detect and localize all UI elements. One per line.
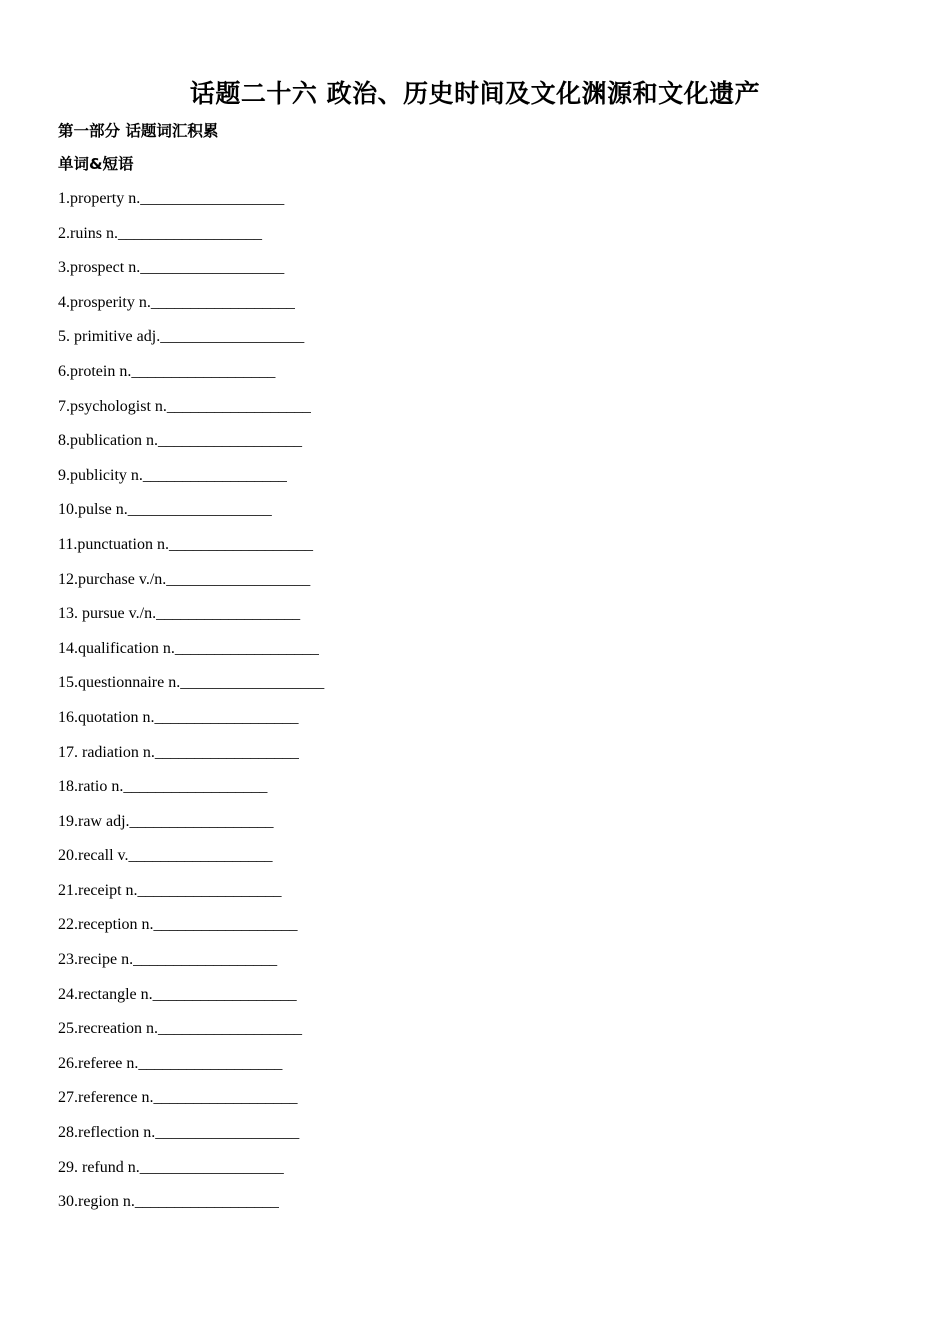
answer-blank[interactable]: __________________ bbox=[157, 1020, 302, 1038]
answer-blank[interactable]: __________________ bbox=[154, 708, 299, 726]
vocab-word: 17. radiation n. bbox=[58, 743, 155, 761]
answer-blank[interactable]: __________________ bbox=[156, 605, 301, 623]
vocab-word: 12.purchase v./n. bbox=[58, 570, 167, 588]
vocab-item bbox=[58, 1051, 758, 1086]
vocab-word: 27.reference n. bbox=[58, 1089, 154, 1107]
vocab-word: 3.prospect n. bbox=[58, 259, 141, 277]
answer-blank[interactable]: __________________ bbox=[127, 501, 272, 519]
answer-blank[interactable]: __________________ bbox=[140, 259, 285, 277]
vocab-word: 24.rectangle n. bbox=[58, 985, 153, 1003]
vocab-word: 13. pursue v./n. bbox=[58, 605, 157, 623]
vocab-word: 22.reception n. bbox=[58, 916, 154, 934]
answer-blank[interactable]: __________________ bbox=[152, 985, 297, 1003]
vocab-word: 29. refund n. bbox=[58, 1158, 140, 1176]
vocab-item bbox=[58, 463, 758, 498]
vocab-word: 9.publicity n. bbox=[58, 466, 143, 484]
vocab-word: 21.receipt n. bbox=[58, 881, 138, 899]
vocab-item bbox=[58, 912, 758, 947]
vocab-item bbox=[58, 809, 758, 844]
vocab-item bbox=[58, 497, 758, 532]
answer-blank[interactable]: __________________ bbox=[153, 916, 298, 934]
vocab-item bbox=[58, 1155, 758, 1190]
vocab-word: 25.recreation n. bbox=[58, 1020, 158, 1038]
vocab-item bbox=[58, 394, 758, 429]
vocab-item bbox=[58, 601, 758, 636]
answer-blank[interactable]: __________________ bbox=[174, 639, 319, 657]
vocab-item bbox=[58, 532, 758, 567]
vocab-item bbox=[58, 982, 758, 1017]
vocab-item bbox=[58, 290, 758, 325]
vocab-word: 11.punctuation n. bbox=[58, 535, 169, 553]
answer-blank[interactable]: __________________ bbox=[137, 881, 282, 899]
vocab-word: 8.publication n. bbox=[58, 432, 158, 450]
vocab-word: 30.region n. bbox=[58, 1193, 135, 1211]
vocab-word: 14.qualification n. bbox=[58, 639, 175, 657]
vocab-item bbox=[58, 774, 758, 809]
vocab-word: 5. primitive adj. bbox=[58, 328, 161, 346]
answer-blank[interactable]: __________________ bbox=[128, 847, 273, 865]
vocab-word: 6.protein n. bbox=[58, 362, 132, 380]
answer-blank[interactable]: __________________ bbox=[157, 432, 302, 450]
answer-blank[interactable]: __________________ bbox=[139, 1158, 284, 1176]
answer-blank[interactable]: __________________ bbox=[150, 293, 295, 311]
vocab-word: 16.quotation n. bbox=[58, 708, 155, 726]
vocab-item bbox=[58, 1120, 758, 1155]
vocab-item bbox=[58, 186, 758, 221]
vocab-word: 10.pulse n. bbox=[58, 501, 128, 519]
vocab-word: 4.prosperity n. bbox=[58, 293, 151, 311]
vocab-item bbox=[58, 843, 758, 878]
vocab-item bbox=[58, 221, 758, 256]
sub-heading: 单词&短语 bbox=[58, 155, 134, 173]
answer-blank[interactable]: __________________ bbox=[134, 1193, 279, 1211]
answer-blank[interactable]: __________________ bbox=[160, 328, 305, 346]
vocab-item bbox=[58, 1085, 758, 1120]
vocab-item bbox=[58, 878, 758, 913]
vocab-item bbox=[58, 670, 758, 705]
answer-blank[interactable]: __________________ bbox=[180, 674, 325, 692]
vocab-item bbox=[58, 705, 758, 740]
vocab-item bbox=[58, 740, 758, 775]
vocab-word: 2.ruins n. bbox=[58, 224, 118, 242]
vocab-item bbox=[58, 1189, 758, 1224]
page-title: 话题二十六 政治、历史时间及文化渊源和文化遗产 bbox=[189, 79, 761, 108]
answer-blank[interactable]: __________________ bbox=[142, 466, 287, 484]
vocab-list bbox=[58, 186, 758, 1224]
vocab-item bbox=[58, 1016, 758, 1051]
vocab-word: 20.recall v. bbox=[58, 847, 129, 865]
answer-blank[interactable]: __________________ bbox=[153, 1089, 298, 1107]
vocab-word: 1.property n. bbox=[58, 190, 141, 207]
vocab-word: 26.referee n. bbox=[58, 1054, 139, 1072]
answer-blank[interactable]: __________________ bbox=[138, 1054, 283, 1072]
answer-blank[interactable]: __________________ bbox=[140, 190, 285, 207]
answer-blank[interactable]: __________________ bbox=[166, 397, 311, 415]
vocab-item bbox=[58, 324, 758, 359]
vocab-item bbox=[58, 255, 758, 290]
answer-blank[interactable]: __________________ bbox=[131, 362, 276, 380]
answer-blank[interactable]: __________________ bbox=[133, 951, 278, 969]
vocab-word: 7.psychologist n. bbox=[58, 397, 167, 415]
vocab-word: 23.recipe n. bbox=[58, 951, 134, 969]
vocab-word: 15.questionnaire n. bbox=[58, 674, 181, 692]
vocab-item bbox=[58, 636, 758, 671]
answer-blank[interactable]: __________________ bbox=[166, 570, 311, 588]
vocab-item bbox=[58, 567, 758, 602]
vocab-item bbox=[58, 428, 758, 463]
answer-blank[interactable]: __________________ bbox=[168, 535, 313, 553]
vocab-item bbox=[58, 947, 758, 982]
vocab-item bbox=[58, 359, 758, 394]
part-heading: 第一部分 话题词汇积累 bbox=[58, 122, 219, 140]
answer-blank[interactable]: __________________ bbox=[155, 1124, 300, 1142]
vocab-word: 19.raw adj. bbox=[58, 812, 130, 830]
answer-blank[interactable]: __________________ bbox=[154, 743, 299, 761]
vocab-word: 28.reflection n. bbox=[58, 1124, 156, 1142]
answer-blank[interactable]: __________________ bbox=[129, 812, 274, 830]
answer-blank[interactable]: __________________ bbox=[123, 778, 268, 796]
vocab-word: 18.ratio n. bbox=[58, 778, 124, 796]
answer-blank[interactable]: __________________ bbox=[118, 224, 262, 242]
